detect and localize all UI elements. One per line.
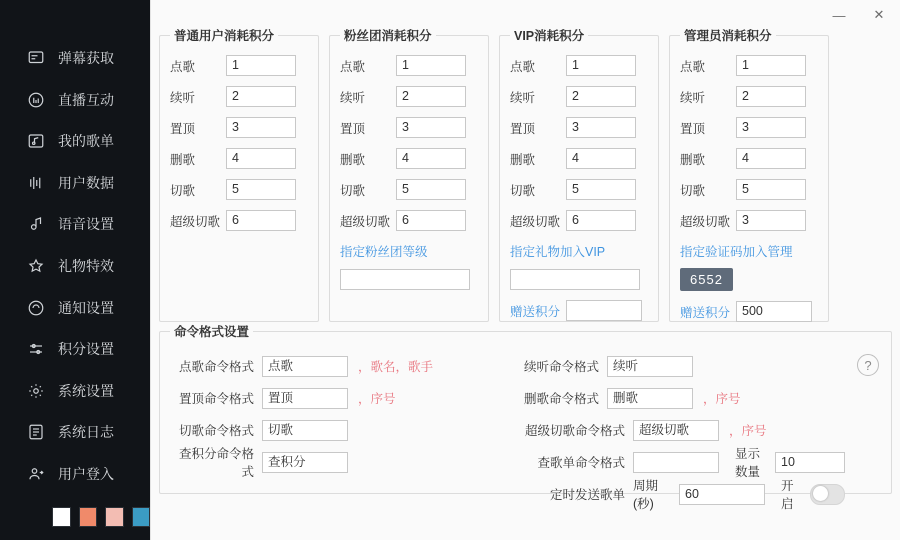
field-row	[170, 205, 308, 236]
sidebar-item-danmu[interactable]	[0, 38, 150, 80]
field-label: 切歌	[340, 183, 366, 198]
delete-command-hint: ，序号	[703, 392, 741, 406]
field-row	[510, 81, 648, 112]
admin-gift-points-label[interactable]: 赠送积分	[680, 305, 731, 320]
delete-command-cell	[515, 388, 845, 409]
delete-command-label: 删歌命令格式	[523, 392, 599, 406]
command-row	[170, 382, 881, 414]
group-title: 命令格式设置	[174, 325, 250, 339]
theme-swatch-white[interactable]	[52, 507, 71, 527]
field-label: 切歌	[680, 183, 706, 198]
minimize-icon[interactable]: —	[832, 7, 846, 23]
field-label: 超级切歌	[340, 214, 391, 229]
field-row	[170, 81, 308, 112]
top-command-cell	[170, 388, 515, 409]
vip-gift-points-input[interactable]	[566, 300, 642, 321]
top-command-label: 置顶命令格式	[178, 392, 254, 406]
top-command-input[interactable]	[262, 388, 348, 409]
fanclub-delete-input[interactable]	[396, 148, 466, 169]
vip-cut-input[interactable]	[566, 179, 636, 200]
command-row	[170, 478, 881, 510]
theme-swatch-blue[interactable]	[132, 507, 151, 527]
showcount-input[interactable]	[775, 452, 845, 473]
field-label: 续听	[340, 90, 366, 105]
field-label: 切歌	[170, 183, 196, 198]
cut-command-label: 切歌命令格式	[178, 424, 254, 438]
help-icon[interactable]: ?	[857, 354, 879, 376]
admin-gift-points-input[interactable]	[736, 301, 812, 322]
cut-command-cell	[170, 420, 515, 441]
timer-send-label: 定时发送歌单	[549, 488, 625, 502]
admin-code-link[interactable]: 指定验证码加入管理	[680, 245, 793, 259]
field-label: 续听	[170, 90, 196, 105]
group-vip	[499, 26, 659, 322]
admin-verify-code: 6552	[680, 268, 733, 291]
field-row	[680, 143, 818, 174]
normal-supercut-input[interactable]	[226, 210, 296, 231]
continue-command-cell	[515, 356, 845, 377]
field-row	[510, 143, 648, 174]
field-label: 点歌	[510, 59, 536, 74]
field-row	[340, 174, 478, 205]
fanclub-continue-input[interactable]	[396, 86, 466, 107]
field-label: 超级切歌	[510, 214, 561, 229]
sidebar-item-label: 语音设置	[58, 216, 114, 233]
sidebar-item-voice[interactable]	[0, 204, 150, 246]
song-command-cell	[170, 356, 515, 377]
theme-swatch-pink[interactable]	[105, 507, 124, 527]
vip-points-row	[510, 300, 648, 321]
sidebar-item-label: 通知设置	[58, 299, 114, 316]
normal-delete-input[interactable]	[226, 148, 296, 169]
main-panel	[150, 0, 900, 540]
command-row	[170, 350, 881, 382]
field-row	[680, 50, 818, 81]
fanclub-level-input[interactable]	[340, 269, 470, 290]
admin-points-row	[680, 301, 818, 322]
song-command-input[interactable]	[262, 356, 348, 377]
field-label: 点歌	[680, 59, 706, 74]
fanclub-top-input[interactable]	[396, 117, 466, 138]
normal-song-input[interactable]	[226, 55, 296, 76]
vip-song-input[interactable]	[566, 55, 636, 76]
sidebar-item-label: 用户数据	[58, 174, 114, 191]
log-icon	[26, 422, 46, 442]
admin-top-input[interactable]	[736, 117, 806, 138]
sidebar-item-label: 弹幕获取	[58, 50, 114, 67]
command-row	[170, 414, 881, 446]
sidebar	[0, 0, 150, 540]
notify-icon	[26, 298, 46, 318]
vip-gift-input[interactable]	[510, 269, 640, 290]
sidebar-item-label: 我的歌单	[58, 133, 114, 150]
field-label: 切歌	[510, 183, 536, 198]
field-row	[510, 174, 648, 205]
querylist-command-input[interactable]	[633, 452, 719, 473]
group-title: VIP消耗积分	[514, 29, 585, 43]
period-label: 周期(秒)	[633, 479, 659, 511]
field-label: 置顶	[340, 121, 366, 136]
theme-swatches	[0, 495, 150, 540]
timer-send-cell	[515, 476, 845, 512]
field-row	[510, 205, 648, 236]
field-row	[170, 112, 308, 143]
gift-icon	[26, 256, 46, 276]
fanclub-cut-input[interactable]	[396, 179, 466, 200]
querypoints-command-label: 查积分命令格式	[178, 447, 254, 479]
group-title: 普通用户消耗积分	[174, 29, 275, 43]
field-row	[680, 112, 818, 143]
admin-supercut-input[interactable]	[736, 210, 806, 231]
supercut-command-label: 超级切歌命令格式	[524, 424, 625, 438]
field-row	[340, 205, 478, 236]
delete-command-input[interactable]	[607, 388, 693, 409]
sidebar-item-gift[interactable]	[0, 245, 150, 287]
voice-icon	[26, 214, 46, 234]
timer-toggle[interactable]	[810, 484, 845, 505]
field-row	[510, 50, 648, 81]
continue-command-label: 续听命令格式	[523, 360, 599, 374]
normal-top-input[interactable]	[226, 117, 296, 138]
fanclub-song-input[interactable]	[396, 55, 466, 76]
field-label: 删歌	[340, 152, 366, 167]
field-row	[170, 50, 308, 81]
theme-swatch-orange[interactable]	[79, 507, 98, 527]
sidebar-item-playlist[interactable]	[0, 121, 150, 163]
song-command-label: 点歌命令格式	[178, 360, 254, 374]
userdata-icon	[26, 173, 46, 193]
field-label: 删歌	[170, 152, 196, 167]
enable-label: 开启	[781, 479, 794, 511]
field-label: 删歌	[510, 152, 536, 167]
close-icon[interactable]: ✕	[873, 7, 885, 22]
login-icon	[26, 464, 46, 484]
settings-content	[159, 26, 892, 536]
sidebar-top-spacer	[0, 0, 150, 38]
command-grid	[170, 350, 881, 510]
period-input[interactable]	[679, 484, 765, 505]
group-fanclub	[329, 26, 489, 322]
vip-supercut-input[interactable]	[566, 210, 636, 231]
field-row	[340, 50, 478, 81]
querylist-command-cell	[515, 444, 845, 480]
admin-delete-input[interactable]	[736, 148, 806, 169]
sidebar-item-label: 系统设置	[58, 382, 114, 399]
showcount-label: 显示数量	[735, 447, 761, 479]
vip-delete-input[interactable]	[566, 148, 636, 169]
supercut-command-cell	[515, 420, 845, 441]
command-row	[170, 446, 881, 478]
sidebar-item-label: 积分设置	[58, 341, 114, 358]
group-title: 粉丝团消耗积分	[344, 29, 432, 43]
field-label: 续听	[510, 90, 536, 105]
field-label: 点歌	[170, 59, 196, 74]
fanclub-level-link[interactable]: 指定粉丝团等级	[340, 245, 428, 259]
vip-continue-input[interactable]	[566, 86, 636, 107]
sidebar-item-notify[interactable]	[0, 287, 150, 329]
admin-continue-input[interactable]	[736, 86, 806, 107]
continue-command-input[interactable]	[607, 356, 693, 377]
danmu-icon	[26, 48, 46, 68]
field-row	[170, 174, 308, 205]
admin-cut-input[interactable]	[736, 179, 806, 200]
admin-song-input[interactable]	[736, 55, 806, 76]
querypoints-command-cell	[170, 444, 515, 480]
field-label: 删歌	[680, 152, 706, 167]
field-label: 点歌	[340, 59, 366, 74]
normal-continue-input[interactable]	[226, 86, 296, 107]
supercut-command-hint: ，序号	[729, 424, 767, 438]
normal-cut-input[interactable]	[226, 179, 296, 200]
field-row	[680, 81, 818, 112]
querylist-command-label: 查歌单命令格式	[537, 456, 625, 470]
sidebar-item-label: 礼物特效	[58, 258, 114, 274]
top-command-hint: ，序号	[358, 392, 396, 406]
song-command-hint: ，歌名，歌手	[358, 360, 434, 374]
field-row	[680, 205, 818, 236]
field-label: 置顶	[510, 121, 536, 136]
group-admin	[669, 26, 829, 322]
querypoints-command-input[interactable]	[262, 452, 348, 473]
field-row	[340, 112, 478, 143]
points-icon	[26, 339, 46, 359]
vip-gift-points-label[interactable]: 赠送积分	[510, 304, 561, 319]
cut-command-input[interactable]	[262, 420, 348, 441]
gear-icon	[26, 381, 46, 401]
field-row	[510, 112, 648, 143]
field-label: 超级切歌	[170, 214, 221, 229]
field-row	[170, 143, 308, 174]
field-row	[680, 174, 818, 205]
field-row	[340, 81, 478, 112]
sidebar-item-userdata[interactable]	[0, 162, 150, 204]
field-label: 续听	[680, 90, 706, 105]
vip-top-input[interactable]	[566, 117, 636, 138]
sidebar-item-label: 系统日志	[58, 424, 114, 441]
toggle-knob	[813, 486, 828, 501]
supercut-command-input[interactable]	[633, 420, 719, 441]
group-title: 管理员消耗积分	[684, 29, 772, 43]
points-groups	[159, 26, 892, 322]
sidebar-item-points[interactable]	[0, 328, 150, 370]
fanclub-supercut-input[interactable]	[396, 210, 466, 231]
group-command-format	[159, 322, 892, 511]
vip-gift-link[interactable]: 指定礼物加入VIP	[510, 245, 606, 259]
live-icon	[26, 90, 46, 110]
sidebar-item-log[interactable]	[0, 411, 150, 453]
group-normal-user	[159, 26, 319, 322]
sidebar-item-label: 用户登入	[58, 465, 114, 482]
sidebar-item-login[interactable]	[0, 453, 150, 495]
sidebar-item-live[interactable]	[0, 79, 150, 121]
field-label: 超级切歌	[680, 214, 731, 229]
sidebar-item-system[interactable]	[0, 370, 150, 412]
field-row	[340, 143, 478, 174]
playlist-icon	[26, 131, 46, 151]
sidebar-item-label: 直播互动	[58, 91, 114, 108]
field-label: 置顶	[170, 121, 196, 136]
field-label: 置顶	[680, 121, 706, 136]
